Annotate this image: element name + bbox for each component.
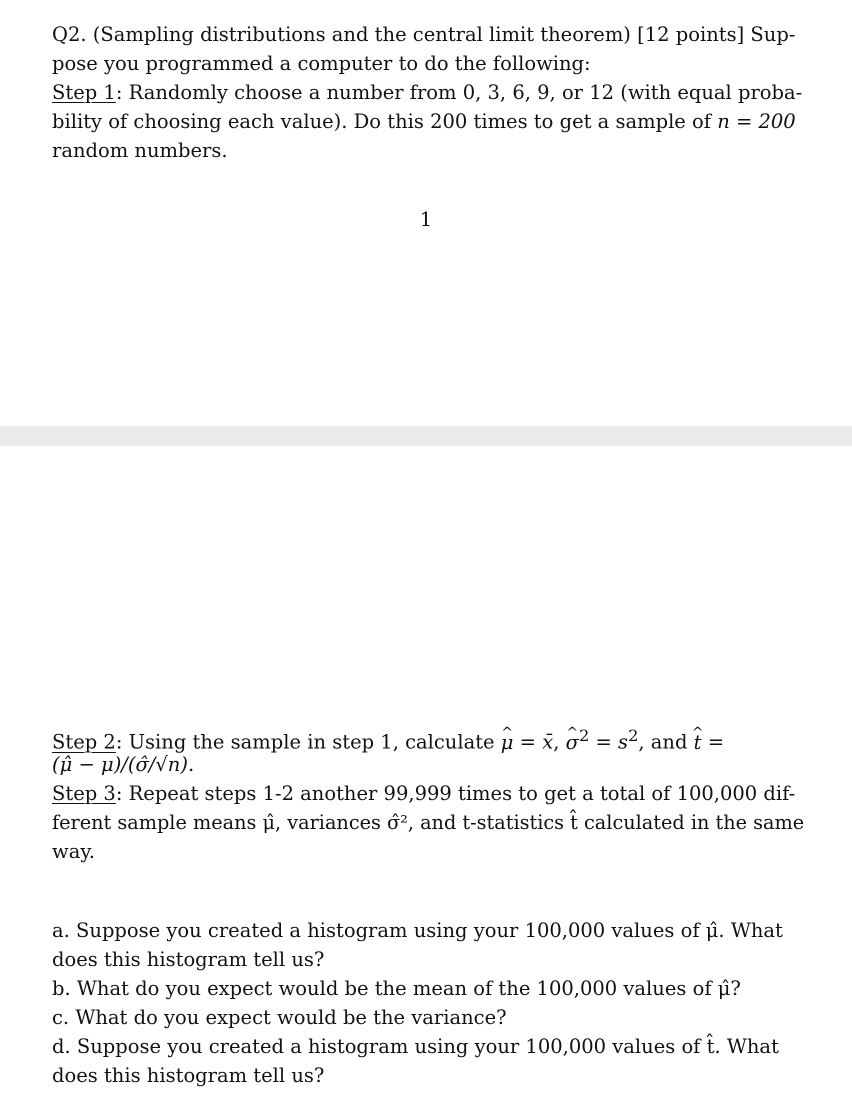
- document-page-1: [0, 0, 852, 426]
- page-separator: [0, 426, 852, 446]
- equals-3: =: [701, 730, 725, 754]
- x-bar: x̄: [542, 730, 554, 754]
- sigma-hat: σ ^: [566, 728, 579, 757]
- step1-label: Step 1: [52, 81, 116, 104]
- part-d-line-2: does this histogram tell us?: [52, 1064, 325, 1087]
- step1-text-2: bility of choosing each value). Do this 200 times to get a sample of: [52, 110, 718, 133]
- step1-line-2: [52, 107, 812, 136]
- step2-line-2: (μ̂ − μ)/(σ̂/√n).: [52, 753, 195, 776]
- step3-label: Step 3: [52, 782, 116, 805]
- step3-text-1: : Repeat steps 1-2 another 99,999 times to get a total of 100,000 dif-: [115, 782, 796, 805]
- question-intro: [52, 20, 812, 165]
- step2-line-1: [52, 721, 812, 754]
- s-squared: 2: [628, 726, 639, 745]
- part-a-line-2: does this histogram tell us?: [52, 948, 325, 971]
- intro-line-2: pose you programmed a computer to do the following:: [52, 52, 591, 75]
- step1-line-1: [52, 78, 812, 107]
- step1-line-3: random numbers.: [52, 139, 228, 162]
- intro-line-1: Q2. (Sampling distributions and the central limit theorem) [12 points] Sup-: [52, 23, 796, 46]
- equals-1: =: [513, 730, 543, 754]
- part-c: c. What do you expect would be the variance?: [52, 1006, 507, 1029]
- step3-line-3: way.: [52, 840, 95, 863]
- and-text: , and: [638, 730, 694, 754]
- mu-hat: μ ^: [501, 728, 514, 757]
- comma-1: ,: [553, 730, 566, 754]
- t-hat: t ^: [694, 728, 702, 757]
- part-b: b. What do you expect would be the mean of the 100,000 values of μ̂?: [52, 977, 741, 1000]
- step2-label: Step 2: [52, 730, 116, 754]
- page-number: 1: [419, 208, 433, 231]
- sigma-squared: 2: [578, 726, 590, 745]
- s-var: s: [618, 730, 629, 754]
- step2-text: : Using the sample in step 1, calculate: [115, 730, 501, 754]
- step3-line-1: [52, 779, 812, 808]
- equals-2: =: [589, 730, 619, 754]
- part-d-line-1: d. Suppose you created a histogram using your 100,000 values of t̂. What: [52, 1035, 779, 1058]
- part-a-line-1: a. Suppose you created a histogram using your 100,000 values of μ̂. What: [52, 919, 783, 942]
- document-page-2: [0, 446, 852, 1094]
- step2-3-block: [52, 721, 812, 866]
- step1-text-1: : Randomly choose a number from 0, 3, 6, 9, or 12 (with equal proba-: [115, 81, 803, 104]
- question-parts: [52, 916, 812, 1090]
- step1-n: n = 200: [717, 110, 796, 133]
- step3-line-2: ferent sample means μ̂, variances σ̂², and t-statistics t̂ calculated in the same: [52, 811, 805, 834]
